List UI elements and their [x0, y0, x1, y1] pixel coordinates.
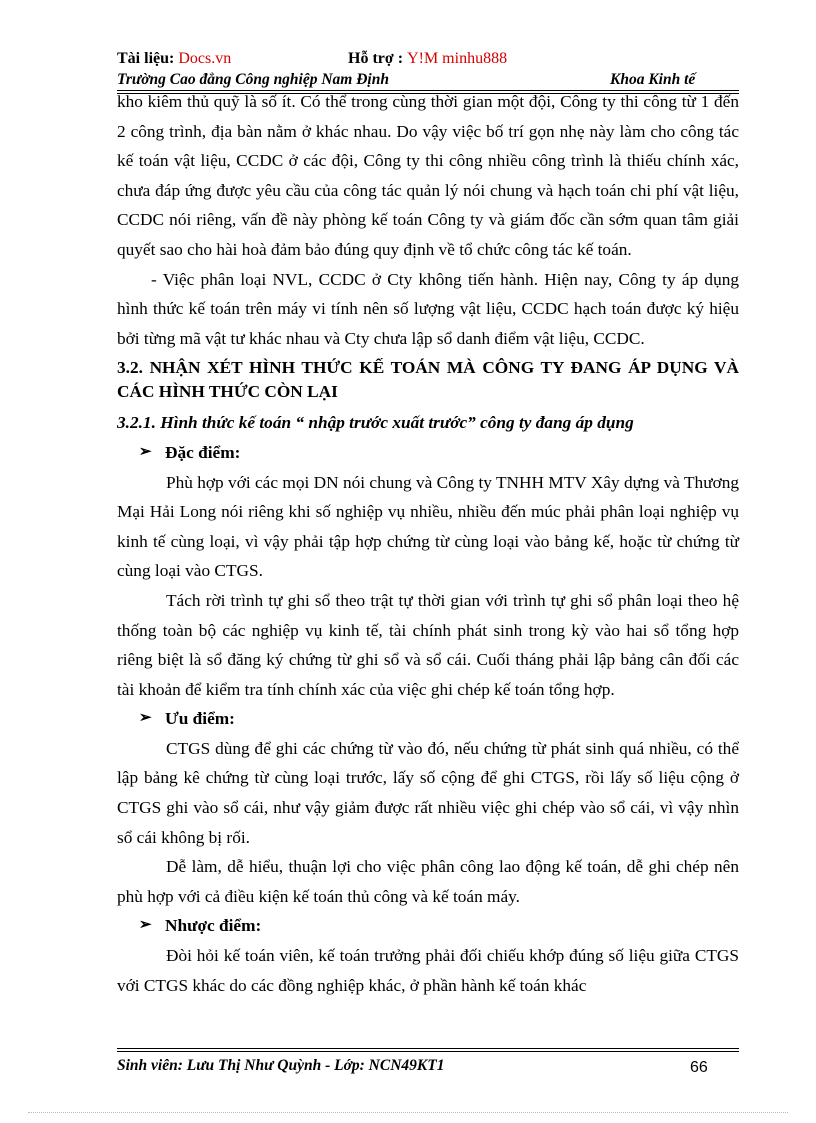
paragraph: CTGS dùng để ghi các chứng từ vào đó, nếu chứng từ phát sinh quá nhiều, có thể lập bảng kê chứng từ cùng loại trước, lấy số cộng để ghi CTGS, rồi lấy số liệu cộng ở CTGS ghi vào sổ cái, như vậy giảm được rất nhiều việc ghi chép vào sổ cái, vì vậy nhìn sổ cái không bị rối.	[117, 738, 739, 847]
doc-site-link[interactable]: Docs.vn	[178, 50, 232, 67]
paragraph: Đòi hỏi kế toán viên, kế toán trưởng phải đối chiếu khớp đúng số liệu giữa CTGS với CTGS khác do các đồng nghiệp khác, ở phần hành kế toán khác	[117, 946, 739, 995]
footer-student: Sinh viên: Lưu Thị Như Quỳnh - Lớp: NCN49KT1	[117, 1057, 445, 1074]
arrow-bullet-icon: ➢	[139, 443, 152, 460]
footer-rule-bottom	[117, 1051, 739, 1052]
page-number: 66	[690, 1059, 708, 1076]
school-name: Trường Cao đẳng Công nghiệp Nam Định	[117, 71, 389, 88]
bullet-label: Ưu điểm:	[165, 709, 235, 729]
support-info	[348, 50, 507, 68]
doc-sep: :	[169, 50, 179, 67]
paragraph: kho kiêm thủ quỹ là số ít. Có thể trong cùng thời gian một đội, Công ty thi công từ 1 đến 2 công trình, địa bàn nằm ở khác nhau. Do vậy việc bố trí gọn nhẹ này làm cho công tác kế toán vật liệu, CCDC ở các đội, Công ty thi công nhiều công trình là thiếu chính xác, chưa đáp ứng được yêu cầu của công tác quản lý nói chung và hạch toán chi phí vật liệu, CCDC nói riêng, vấn đề này phòng kế toán Công ty và giám đốc cần sớm quan tâm giải quyết sao cho hài hoà đảm bảo đúng quy định về tổ chức công tác kế toán.	[117, 92, 739, 259]
paragraph: Phù hợp với các mọi DN nói chung và Công ty TNHH MTV Xây dựng và Thương Mại Hải Long nói riêng khi số nghiệp vụ nhiều, nhiều đến múc phải phân loại nghiệp vụ kinh tế cùng loại, vì vậy phải tập hợp chứng từ cùng loại vào bảng kế, hoặc từ chứng từ cùng loại vào CTGS.	[117, 472, 739, 581]
bullet-label: Nhược điểm:	[165, 916, 262, 936]
paragraph: - Việc phân loại NVL, CCDC ở Cty không tiến hành. Hiện nay, Công ty áp dụng hình thức kế toán trên máy vi tính nên số lượng vật liệu, CCDC hạch toán được ký hiệu bởi từng mã vật tư khác nhau và Cty chưa lập sổ danh điểm vật liệu, CCDC.	[117, 269, 739, 348]
faculty-name: Khoa Kinh tế	[610, 71, 696, 88]
section-heading: 3.2. NHẬN XÉT HÌNH THỨC KẾ TOÁN MÀ CÔNG TY ĐANG ÁP DỤNG VÀ CÁC HÌNH THỨC CÒN LẠI	[117, 358, 739, 402]
bullet-item	[117, 438, 739, 468]
page-edge-dotted-line	[28, 1112, 788, 1113]
support-contact: Y!M minhu888	[407, 50, 508, 67]
arrow-bullet-icon: ➢	[139, 710, 152, 727]
support-sep: :	[393, 50, 408, 67]
bullet-item	[117, 704, 739, 734]
paragraph: Tách rời trình tự ghi sổ theo trật tự thời gian với trình tự ghi sổ phân loại theo hệ thống toàn bộ các nghiệp vụ kinh tế, tài chính phát sinh trong kỳ vào hai sổ tổng hợp riêng biệt là sổ đăng ký chứng từ ghi sổ và sổ cái. Cuối tháng phải lập bảng cân đối các tài khoản để kiểm tra tính chính xác của việc ghi chép kế toán tổng hợp.	[117, 590, 739, 699]
paragraph: Dễ làm, dễ hiểu, thuận lợi cho việc phân công lao động kế toán, dễ ghi chép nên phù hợp với cả điều kiện kế toán thủ công và kế toán máy.	[117, 857, 739, 906]
page-body	[117, 87, 739, 1000]
footer-rule-top	[117, 1048, 739, 1049]
header-source-line	[117, 50, 508, 68]
doc-label: Tài liệu	[117, 50, 170, 67]
support-label: Hỗ trợ	[348, 50, 394, 67]
bullet-item	[117, 911, 739, 941]
bullet-label: Đặc điểm:	[165, 442, 241, 462]
subsection-heading: 3.2.1. Hình thức kế toán “ nhập trước xuất trước” công ty đang áp dụng	[117, 413, 634, 433]
arrow-bullet-icon: ➢	[139, 917, 152, 934]
